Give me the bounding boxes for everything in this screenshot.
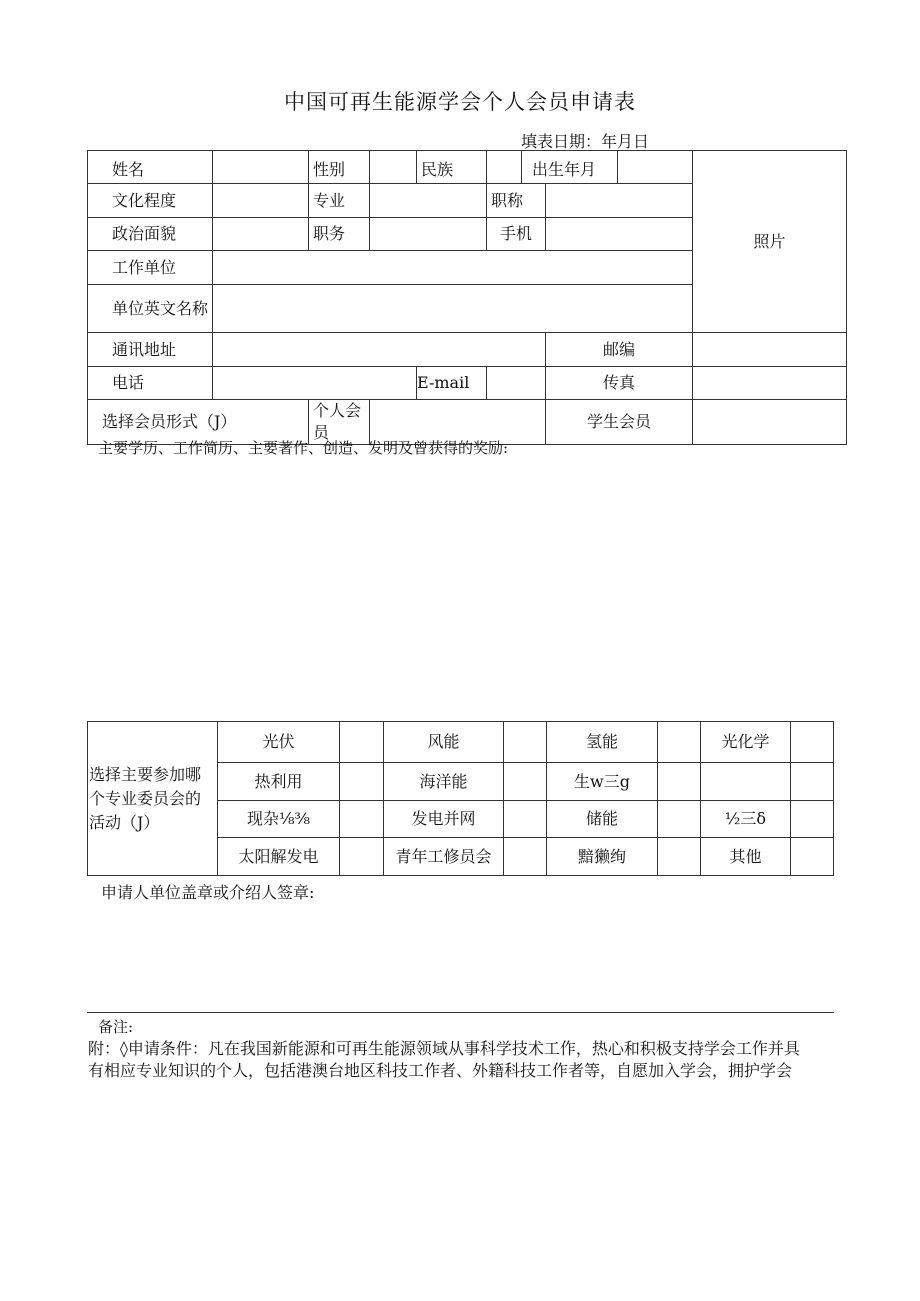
awards-label: 主要学历、工作简历、主要著作、创造、发明及曾获得的奖励: — [98, 439, 509, 457]
committee-option[interactable]: 氢能 — [547, 722, 658, 763]
committee-checkbox[interactable] — [340, 801, 384, 838]
committee-checkbox[interactable] — [658, 801, 701, 838]
appendix-note — [88, 1038, 838, 1082]
committee-checkbox[interactable] — [658, 722, 701, 763]
committee-option[interactable]: 黯獭绚 — [547, 838, 658, 876]
education-field[interactable] — [213, 184, 309, 218]
membership-type-label: 选择会员形式（J） — [88, 400, 309, 445]
appendix-note-line: 有相应专业知识的个人，包括港澳台地区科技工作者、外籍科技工作者等，自愿加入学会，拥护学会 — [88, 1061, 793, 1080]
signature-label: 申请人单位盖章或介绍人签章: — [101, 883, 315, 902]
committee-checkbox[interactable] — [791, 838, 834, 876]
address-field[interactable] — [213, 333, 546, 367]
committee-checkbox[interactable] — [658, 838, 701, 876]
committee-checkbox[interactable] — [340, 722, 384, 763]
phone-field[interactable] — [213, 367, 417, 400]
committee-option[interactable]: 储能 — [547, 801, 658, 838]
committee-checkbox[interactable] — [791, 763, 834, 801]
committee-checkbox[interactable] — [791, 722, 834, 763]
name-label: 姓名 — [88, 151, 213, 184]
committee-option[interactable]: 热利用 — [218, 763, 340, 801]
birth-label: 出生年月 — [522, 151, 618, 184]
employer-label: 工作单位 — [88, 251, 213, 285]
committee-checkbox[interactable] — [504, 763, 547, 801]
member-info-table — [87, 150, 847, 445]
committee-option[interactable]: ½三δ — [701, 801, 791, 838]
political-status-label: 政治面貌 — [88, 218, 213, 251]
appendix-note-line: 附：◊申请条件：凡在我国新能源和可再生能源领域从事科学技术工作，热心和积极支持学会工作并具 — [88, 1039, 800, 1058]
committee-option[interactable]: 现杂⅛⅜ — [218, 801, 340, 838]
committee-checkbox[interactable] — [658, 763, 701, 801]
major-field[interactable] — [370, 184, 487, 218]
committee-option[interactable]: 发电并网 — [384, 801, 504, 838]
gender-field[interactable] — [370, 151, 417, 184]
committee-checkbox[interactable] — [340, 763, 384, 801]
ethnicity-label: 民族 — [417, 151, 487, 184]
email-label: E-mail — [417, 367, 487, 400]
photo-box[interactable]: 照片 — [693, 151, 847, 333]
education-label: 文化程度 — [88, 184, 213, 218]
divider-line — [87, 1012, 834, 1013]
committee-option[interactable]: 光伏 — [218, 722, 340, 763]
name-field[interactable] — [213, 151, 309, 184]
gender-label: 性别 — [309, 151, 370, 184]
mobile-label: 手机 — [487, 218, 546, 251]
committee-checkbox[interactable] — [504, 838, 547, 876]
position-field[interactable] — [370, 218, 487, 251]
remark-label: 备注: — [98, 1018, 134, 1036]
committee-option[interactable] — [701, 763, 791, 801]
employer-en-label: 单位英文名称 — [88, 285, 213, 333]
postcode-field[interactable] — [693, 333, 847, 367]
address-label: 通讯地址 — [88, 333, 213, 367]
committee-option[interactable]: 风能 — [384, 722, 504, 763]
employer-en-field[interactable] — [213, 285, 693, 333]
committee-checkbox[interactable] — [504, 722, 547, 763]
phone-label: 电话 — [88, 367, 213, 400]
mobile-field[interactable] — [546, 218, 693, 251]
individual-member-option[interactable]: 个人会员 — [309, 400, 370, 445]
position-label: 职务 — [309, 218, 370, 251]
major-label: 专业 — [309, 184, 370, 218]
committee-option[interactable]: 光化学 — [701, 722, 791, 763]
ethnicity-field[interactable] — [487, 151, 522, 184]
committee-checkbox[interactable] — [791, 801, 834, 838]
committee-option[interactable]: 生w三g — [547, 763, 658, 801]
email-field[interactable] — [487, 367, 546, 400]
title-field[interactable] — [546, 184, 693, 218]
committee-option[interactable]: 海洋能 — [384, 763, 504, 801]
title-label: 职称 — [487, 184, 546, 218]
political-status-field[interactable] — [213, 218, 309, 251]
committee-table — [87, 721, 834, 876]
fax-field[interactable] — [693, 367, 847, 400]
employer-field[interactable] — [213, 251, 693, 285]
committee-checkbox[interactable] — [340, 838, 384, 876]
committee-option[interactable]: 青年工修员会 — [384, 838, 504, 876]
committee-checkbox[interactable] — [504, 801, 547, 838]
committee-option[interactable]: 其他 — [701, 838, 791, 876]
form-title: 中国可再生能源学会个人会员申请表 — [284, 90, 636, 114]
fill-date-label: 填表日期：年月日 — [521, 132, 650, 151]
student-member-option[interactable]: 学生会员 — [546, 400, 693, 445]
postcode-label: 邮编 — [546, 333, 693, 367]
fax-label: 传真 — [546, 367, 693, 400]
committee-prompt: 选择主要参加哪个专业委员会的活动（J） — [88, 722, 218, 876]
birth-field[interactable] — [618, 151, 693, 184]
student-member-check[interactable] — [693, 400, 847, 445]
committee-option[interactable]: 太阳解发电 — [218, 838, 340, 876]
